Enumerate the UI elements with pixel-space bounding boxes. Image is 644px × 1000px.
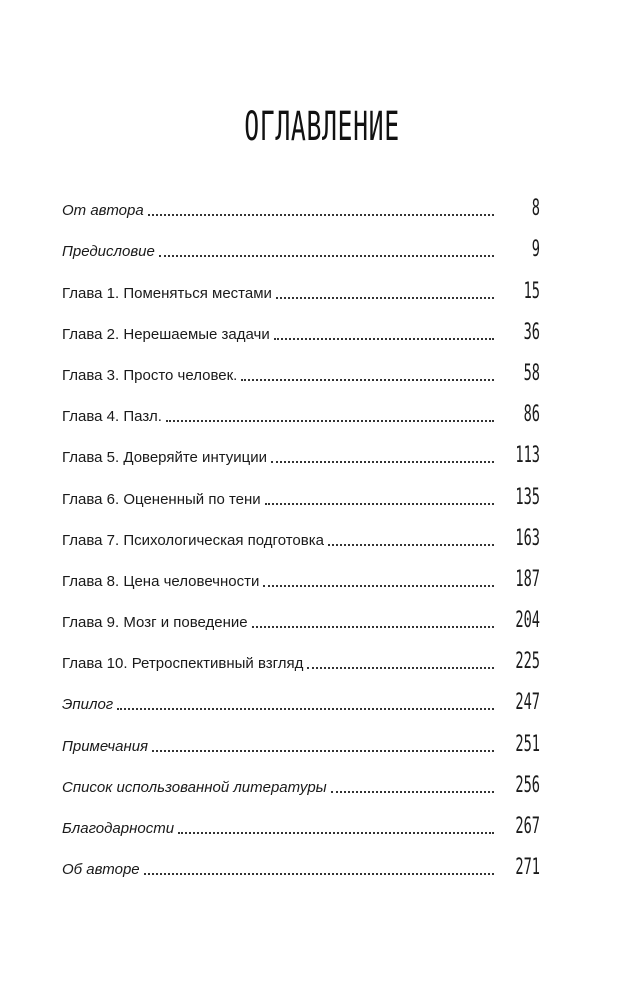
toc-entry (62, 182, 540, 223)
toc-entry-page-number: 15 (523, 278, 540, 304)
dot-leader (271, 461, 494, 463)
toc-entry (62, 553, 540, 594)
toc-entry-page-number: 135 (515, 484, 540, 510)
toc-entry (62, 347, 540, 388)
toc-entry-title: Глава 8. Цена человечности (62, 572, 260, 590)
toc-entry-title: Глава 1. Поменяться местами (62, 284, 272, 302)
toc-entry (62, 841, 540, 882)
toc-entry-title: Глава 6. Оцененный по тени (62, 490, 261, 508)
dot-leader (241, 379, 494, 381)
toc-entry-title: Глава 5. Доверяйте интуиции (62, 449, 267, 467)
toc-entry-page-number: 8 (531, 196, 540, 222)
toc-entry-page-number: 163 (515, 525, 540, 551)
toc-entry (62, 676, 540, 717)
dot-leader (265, 503, 494, 505)
dot-leader (117, 708, 494, 710)
toc-entry (62, 717, 540, 758)
toc-entry (62, 223, 540, 264)
toc-entry-title: Примечания (62, 737, 149, 755)
toc-entry-title: Предисловие (62, 243, 155, 261)
toc-entry-title: Глава 10. Ретроспективный взгляд (62, 655, 304, 673)
dot-leader (144, 873, 494, 875)
toc-entry-page-number: 225 (515, 649, 540, 675)
dot-leader (166, 420, 494, 422)
toc-entry-page-number: 58 (523, 360, 540, 386)
dot-leader (263, 585, 494, 587)
toc-entry-title: Об авторе (62, 861, 140, 879)
table-of-contents (62, 182, 540, 882)
dot-leader (274, 338, 494, 340)
toc-entry-title: Глава 3. Просто человек. (62, 366, 238, 384)
toc-entry-page-number: 251 (515, 731, 540, 757)
toc-entry (62, 264, 540, 305)
toc-entry-title: Список использованной литературы (62, 778, 327, 796)
toc-entry-title: Глава 9. Мозг и поведение (62, 614, 248, 632)
toc-entry (62, 512, 540, 553)
toc-entry-page-number: 271 (515, 855, 540, 881)
toc-entry-page-number: 187 (515, 566, 540, 592)
toc-entry-title: От автора (62, 202, 144, 220)
dot-leader (276, 297, 494, 299)
toc-entry-page-number: 204 (515, 608, 540, 634)
toc-entry-page-number: 86 (523, 402, 540, 428)
toc-entry (62, 635, 540, 676)
dot-leader (328, 544, 494, 546)
toc-entry-title: Эпилог (62, 696, 114, 714)
toc-entry-page-number: 247 (515, 690, 540, 716)
toc-entry-page-number: 36 (523, 319, 540, 345)
toc-entry-page-number: 9 (531, 237, 540, 263)
toc-entry (62, 594, 540, 635)
toc-entry-page-number: 113 (515, 443, 540, 469)
toc-entry (62, 800, 540, 841)
dot-leader (307, 667, 494, 669)
toc-entry-title: Глава 7. Психологическая подготовка (62, 531, 324, 549)
dot-leader (331, 791, 494, 793)
toc-entry (62, 306, 540, 347)
dot-leader (252, 626, 494, 628)
page-title: ОГЛАВЛЕНИЕ (244, 104, 400, 150)
toc-entry (62, 759, 540, 800)
toc-entry-page-number: 256 (515, 772, 540, 798)
dot-leader (178, 832, 494, 834)
toc-entry-title: Глава 4. Пазл. (62, 408, 162, 426)
toc-entry-title: Благодарности (62, 820, 175, 837)
toc-entry (62, 429, 540, 470)
dot-leader (159, 255, 494, 257)
toc-entry-title: Глава 2. Нерешаемые задачи (62, 325, 270, 343)
dot-leader (152, 750, 494, 752)
dot-leader (148, 214, 494, 216)
toc-entry (62, 388, 540, 429)
toc-entry (62, 470, 540, 511)
toc-entry-page-number: 267 (515, 814, 540, 839)
